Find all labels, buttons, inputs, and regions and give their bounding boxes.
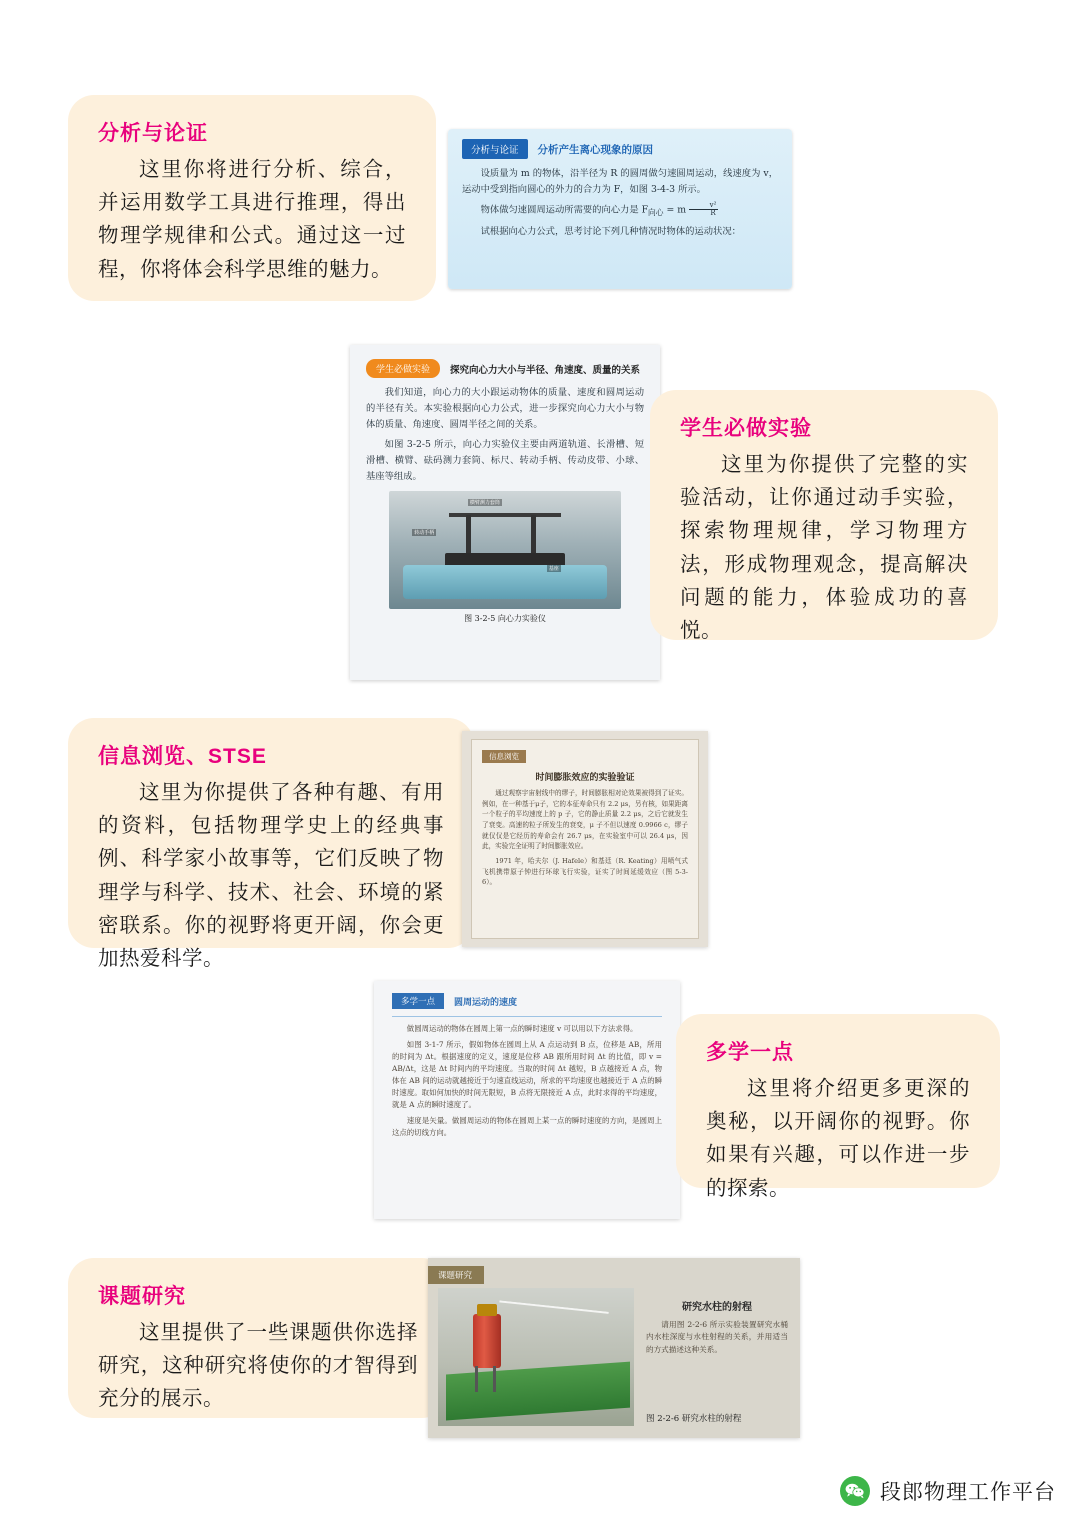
apparatus-water-jet bbox=[495, 1300, 609, 1353]
snippet-more-p2: 如图 3-1-7 所示，假如物体在圆周上从 A 点运动到 B 点，位移是 AB，所用的时间为 Δt。根据速度的定义，速度是位移 AB 跟所用时间 Δt 的比值，即 v = AB/Δt，这是 Δt 时间内的平均速度。当取的时间 Δt 越短，B 点越接近 A 点，物体在 AB 间的运动就越接近于匀速直线运动，所求的平均速度也越接近于 A 点的瞬时速度。取如何加快的时间无限短，B 点将无限接近 A 点，此时求得的平均速度，就是 A 点的瞬时速度了。 bbox=[392, 1039, 662, 1109]
snippet-more bbox=[374, 981, 680, 1219]
snippet-research-tag: 课题研究 bbox=[428, 1266, 484, 1284]
snippet-more-text bbox=[392, 1023, 662, 1139]
snippet-analysis-p2-eq: = m bbox=[663, 204, 687, 216]
snippet-more-p1: 做圆周运动的物体在圆周上第一点的瞬时速度 v 可以用以下方法求得。 bbox=[406, 1024, 638, 1033]
snippet-analysis-text bbox=[462, 166, 778, 239]
callout-more bbox=[676, 1014, 1000, 1200]
photo-label-1: 转动手柄 bbox=[414, 529, 435, 536]
snippet-research-heading: 研究水柱的射程 bbox=[682, 1302, 752, 1313]
fraction-numerator: v² bbox=[689, 202, 718, 210]
snippet-analysis-p1: 设质量为 m 的物体，沿半径为 R 的圆周做匀速圆周运动，线速度为 v，运动中受到指向圆心的外力的合力为 F，如图 3-4-3 所示。 bbox=[462, 168, 778, 195]
callout-info-body: 这里为你提供了各种有趣、有用的资料，包括物理学史上的经典事例、科学家小故事等，它们反映了物理学与科学、技术、社会、环境的紧密联系。你的视野将更开阔，你会更加热爱科学。 bbox=[98, 780, 444, 971]
snippet-info-inner bbox=[471, 739, 699, 939]
callout-analysis bbox=[68, 95, 436, 301]
snippet-research-textblock bbox=[646, 1298, 788, 1360]
callout-research-body: 这里提供了一些课题供你选择研究，这种研究将使你的才智得到充分的展示。 bbox=[98, 1320, 418, 1411]
callout-research-title: 课题研究 bbox=[98, 1285, 186, 1308]
callout-more-body: 这里将介绍更多更深的奥秘，以开阔你的视野。你如果有兴趣，可以作进一步的探索。 bbox=[706, 1076, 970, 1200]
snippet-analysis-fraction bbox=[689, 202, 718, 218]
callout-info-title: 信息浏览、STSE bbox=[98, 745, 267, 768]
snippet-analysis-p2 bbox=[462, 202, 778, 220]
research-apparatus-photo bbox=[438, 1288, 634, 1426]
snippet-experiment-text bbox=[366, 385, 644, 485]
snippet-analysis bbox=[448, 129, 792, 289]
photo-label-2: 基座 bbox=[548, 565, 559, 572]
snippet-more-heading: 圆周运动的速度 bbox=[454, 996, 518, 1007]
callout-experiment-title: 学生必做实验 bbox=[680, 417, 812, 440]
wechat-icon bbox=[840, 1476, 870, 1506]
snippet-more-p3: 速度是矢量。做圆周运动的物体在圆周上某一点的瞬时速度的方向，是圆周上这点的切线方向。 bbox=[392, 1115, 662, 1137]
apparatus-post-left bbox=[466, 515, 471, 555]
snippet-experiment-tag: 学生必做实验 bbox=[366, 359, 440, 378]
snippet-research-text bbox=[646, 1319, 788, 1356]
snippet-info-text bbox=[482, 788, 688, 888]
snippet-analysis-p3: 试根据向心力公式，思考讨论下列几种情况时物体的运动状况： bbox=[480, 225, 741, 237]
apparatus-green-board bbox=[446, 1362, 630, 1421]
apparatus-stand-leg-left bbox=[475, 1366, 478, 1392]
snippet-more-header bbox=[392, 993, 662, 1009]
apparatus-post-right bbox=[531, 515, 536, 555]
snippet-experiment-p2: 如图 3-2-5 所示，向心力实验仪主要由两道轨道、长滑槽、短滑槽、横臂、砝码测力套筒、标尺、转动手柄、传动皮带、小球、基座等组成。 bbox=[366, 438, 644, 482]
experiment-figure-caption: 图 3-2-5 向心力实验仪 bbox=[464, 613, 546, 623]
research-figure-caption: 图 2-2-6 研究水柱的射程 bbox=[646, 1414, 742, 1424]
experiment-apparatus-photo bbox=[389, 491, 621, 609]
snippet-analysis-header bbox=[462, 139, 778, 159]
snippet-experiment bbox=[350, 345, 660, 680]
photo-label-0: 横臂测力套筒 bbox=[469, 499, 500, 506]
snippet-info-tag: 信息浏览 bbox=[482, 750, 526, 763]
snippet-info-heading: 时间膨胀效应的实验验证 bbox=[535, 772, 635, 782]
callout-experiment-body: 这里为你提供了完整的实验活动，让你通过动手实验，探索物理规律，学习物理方法，形成物理观念，提高解决问题的能力，体验成功的喜悦。 bbox=[680, 452, 968, 643]
apparatus-stand-leg-right bbox=[493, 1366, 496, 1392]
callout-more-title: 多学一点 bbox=[706, 1041, 794, 1064]
snippet-research-p1: 请用图 2-2-6 所示实验装置研究水桶内水柱深度与水柱射程的关系，并用适当的方式描述这种关系。 bbox=[646, 1320, 788, 1354]
apparatus-cylinder-cap bbox=[477, 1304, 497, 1316]
callout-research bbox=[68, 1258, 448, 1418]
footer-account-name: 段郎物理工作平台 bbox=[880, 1480, 1056, 1504]
snippet-analysis-heading: 分析产生离心现象的原因 bbox=[537, 143, 654, 156]
callout-analysis-title: 分析与论证 bbox=[98, 122, 208, 145]
snippet-experiment-heading: 探究向心力大小与半径、角速度、质量的关系 bbox=[450, 364, 641, 376]
snippet-research bbox=[428, 1258, 800, 1438]
snippet-more-tag: 多学一点 bbox=[392, 993, 444, 1009]
fraction-denominator: R bbox=[710, 209, 716, 218]
snippet-analysis-p2-sub: 向心 bbox=[648, 208, 664, 218]
snippet-experiment-header bbox=[366, 359, 644, 378]
snippet-analysis-tag: 分析与论证 bbox=[462, 139, 528, 159]
footer-branding bbox=[840, 1476, 1056, 1506]
callout-analysis-body: 这里你将进行分析、综合，并运用数学工具进行推理，得出物理学规律和公式。通过这一过程，你将体会科学思维的魅力。 bbox=[98, 157, 406, 281]
callout-info bbox=[68, 718, 474, 971]
snippet-info-p1: 通过观察宇宙射线中的缪子，时间膨胀相对论效果被得到了证实。例如，在一种基于μ子，它的本征寿命只有 2.2 μs，另有核，如果距离一个粒子的平均速度上的 p 子，它的静止质量 2.2 μs，之后它就发生了衰变。高速的粒子所发生的衰变，μ 子不但以速度 0.9966 c，缪子就仅仅是它经历的寿命会有 26.7 μs，在实验室中可以 26.4 μs，因此，实验完全证明了时间膨胀效应。 bbox=[482, 789, 688, 851]
snippet-experiment-p1: 我们知道，向心力的大小跟运动物体的质量、速度和圆周运动的半径有关。本实验根据向心力公式，进一步探究向心力大小与物体的质量、角速度、圆周半径之间的关系。 bbox=[366, 387, 644, 430]
snippet-info bbox=[462, 731, 708, 947]
callout-experiment bbox=[650, 390, 998, 643]
snippet-analysis-p2-prefix: 物体做匀速圆周运动所需要的向心力是 F bbox=[480, 204, 649, 216]
snippet-more-divider bbox=[392, 1016, 662, 1017]
apparatus-table bbox=[403, 565, 607, 599]
snippet-info-p2: 1971 年，哈夫尔（J. Hafele）和基廷（R. Keating）用喷气式飞机携带原子钟进行环球飞行实验，证实了时间延缓效应（图 5-3-6）。 bbox=[482, 857, 688, 887]
